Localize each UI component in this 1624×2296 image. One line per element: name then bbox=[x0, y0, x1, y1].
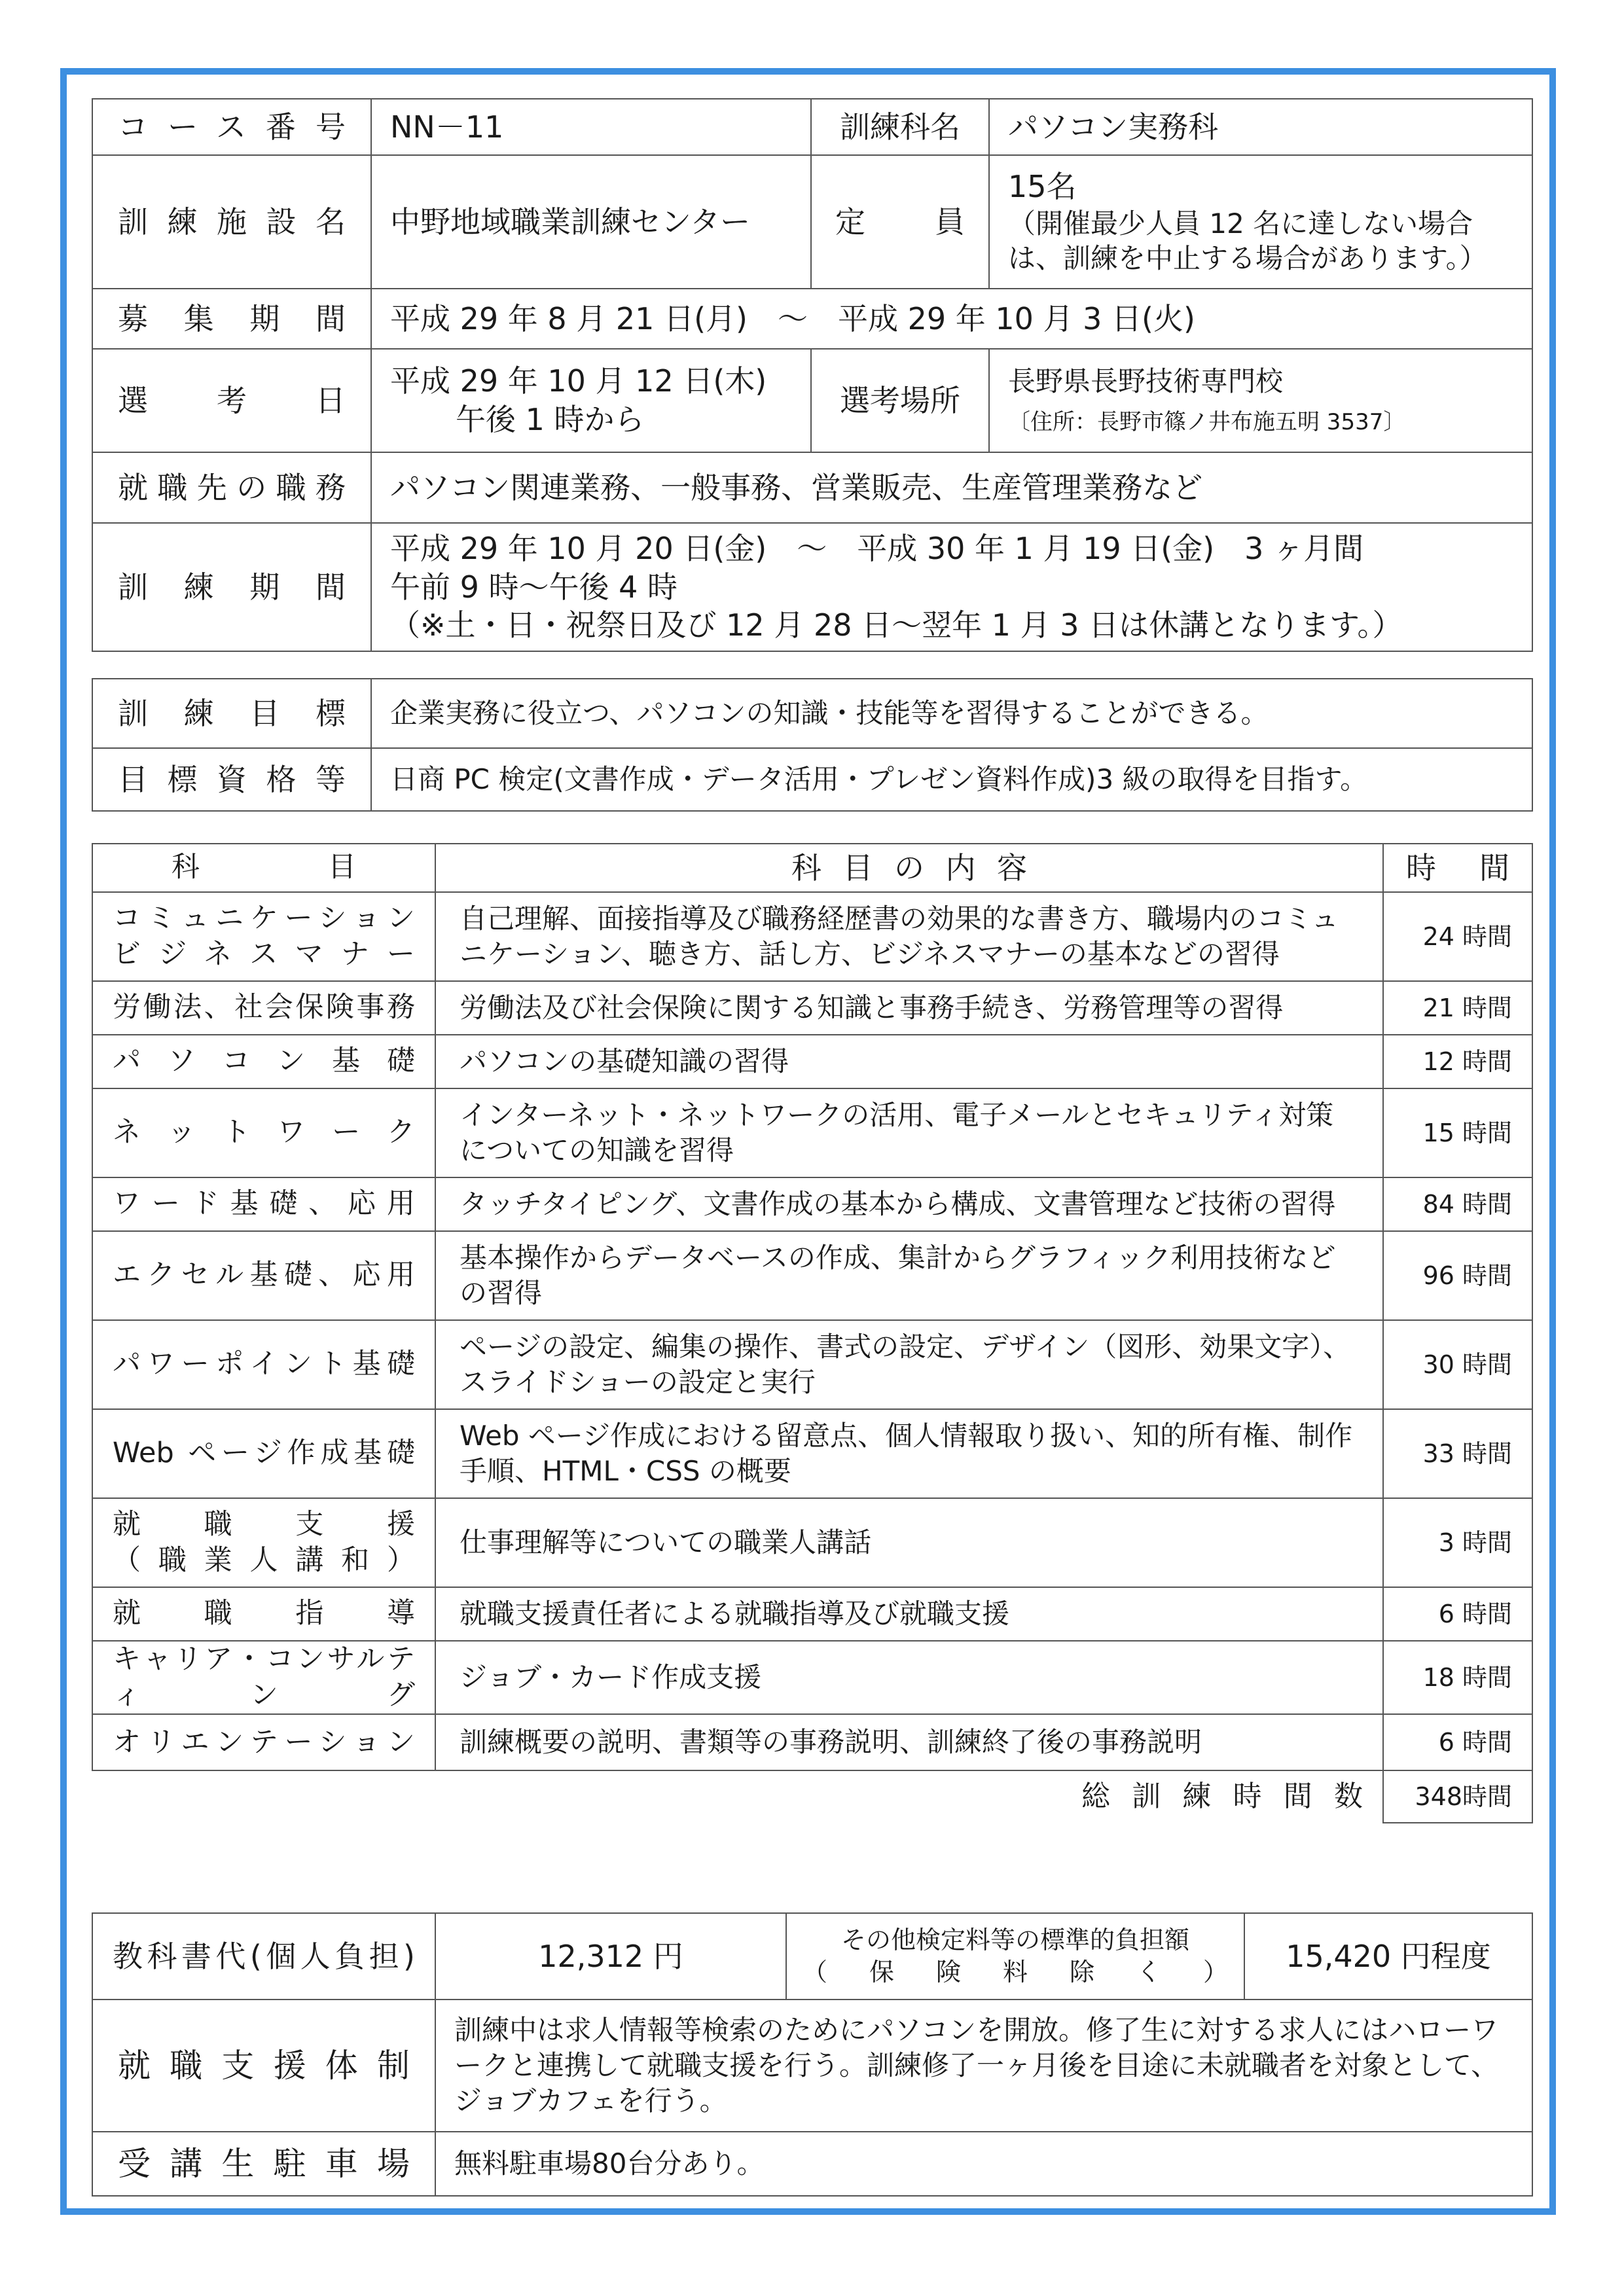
curriculum-content: インターネット・ネットワークの活用、電子メールとセキュリティ対策についての知識を習得 bbox=[435, 1088, 1383, 1177]
curriculum-row bbox=[92, 1641, 1532, 1714]
curriculum-hours: 84 時間 bbox=[1383, 1177, 1532, 1231]
curriculum-content: ページの設定、編集の操作、書式の設定、デザイン（図形、効果文字）、スライドショーの設定と実行 bbox=[435, 1320, 1383, 1409]
goal: 企業実務に役立つ、パソコンの知識・技能等を習得することができる。 bbox=[371, 679, 1532, 748]
curriculum-subject: キャリア・コンサルティング bbox=[92, 1641, 435, 1714]
curriculum-hours: 30 時間 bbox=[1383, 1320, 1532, 1409]
total-hours: 348時間 bbox=[1383, 1770, 1532, 1823]
exam-date: 平成 29 年 10 月 12 日(木) bbox=[390, 363, 767, 399]
curriculum-subject: パソコン基礎 bbox=[92, 1035, 435, 1088]
total-label: 総訓練時間数 bbox=[435, 1770, 1383, 1823]
curriculum-row bbox=[92, 1231, 1532, 1320]
curriculum-header bbox=[92, 844, 1532, 892]
facility-name: 中野地域職業訓練センター bbox=[371, 155, 811, 289]
curriculum-content: 仕事理解等についての職業人講話 bbox=[435, 1498, 1383, 1587]
costs-table bbox=[92, 1912, 1533, 2197]
header-hours: 時間 bbox=[1383, 844, 1532, 892]
capacity-label: 定 員 bbox=[811, 155, 989, 289]
curriculum-content: 就職支援責任者による就職指導及び就職支援 bbox=[435, 1587, 1383, 1641]
exam-place-label: 選考場所 bbox=[811, 349, 989, 452]
recruit-label: 募集期間 bbox=[92, 289, 371, 349]
curriculum-hours: 33 時間 bbox=[1383, 1409, 1532, 1498]
capacity: 15名 bbox=[1008, 168, 1077, 204]
curriculum-content: 基本操作からデータベースの作成、集計からグラフィック利用技術などの習得 bbox=[435, 1231, 1383, 1320]
exam-place: 長野県長野技術専門校 bbox=[1008, 365, 1284, 398]
curriculum-subject: 就職指導 bbox=[92, 1587, 435, 1641]
curriculum-subject: オリエンテーション bbox=[92, 1714, 435, 1770]
subject-name: パソコン実務科 bbox=[989, 99, 1532, 155]
period-dates: 平成 29 年 10 月 20 日(金) ～ 平成 30 年 1 月 19 日(金) 3 ヶ月間 bbox=[390, 530, 1364, 566]
curriculum-content: タッチタイピング、文書作成の基本から構成、文書管理など技術の習得 bbox=[435, 1177, 1383, 1231]
exam-date-cell bbox=[371, 349, 811, 452]
exam-address: 〔住所：長野市篠ノ井布施五明 3537〕 bbox=[1008, 409, 1406, 436]
goals-table bbox=[92, 678, 1533, 812]
curriculum-subject: パワーポイント基礎 bbox=[92, 1320, 435, 1409]
total-row bbox=[92, 1770, 1532, 1823]
curriculum-row bbox=[92, 1320, 1532, 1409]
curriculum-hours: 18 時間 bbox=[1383, 1641, 1532, 1714]
exam-time: 午後 1 時から bbox=[456, 402, 645, 437]
jobs-label: 就職先の職務 bbox=[92, 452, 371, 523]
curriculum-row bbox=[92, 1177, 1532, 1231]
curriculum-subject: コミュニケーション ビジネスマナー bbox=[92, 892, 435, 981]
curriculum-hours: 24 時間 bbox=[1383, 892, 1532, 981]
header-subject: 科 目 bbox=[92, 844, 435, 892]
parking-label: 受講生駐車場 bbox=[92, 2132, 435, 2196]
period-cell bbox=[371, 523, 1532, 651]
curriculum-table bbox=[92, 843, 1533, 1823]
curriculum-subject: ネットワーク bbox=[92, 1088, 435, 1177]
curriculum-hours: 12 時間 bbox=[1383, 1035, 1532, 1088]
other-cost-label: その他検定料等の標準的負担額 （保険料除く） bbox=[786, 1913, 1244, 2000]
total-spacer bbox=[92, 1770, 435, 1823]
curriculum-content: 労働法及び社会保険に関する知識と事務手続き、労務管理等の習得 bbox=[435, 981, 1383, 1035]
header-content: 科目の内容 bbox=[435, 844, 1383, 892]
textbook-label: 教科書代(個人負担) bbox=[92, 1913, 435, 2000]
curriculum-row bbox=[92, 981, 1532, 1035]
curriculum-subject: エクセル基礎、応用 bbox=[92, 1231, 435, 1320]
curriculum-content: 訓練概要の説明、書類等の事務説明、訓練終了後の事務説明 bbox=[435, 1714, 1383, 1770]
subject-label: 訓練科名 bbox=[811, 99, 989, 155]
curriculum-row bbox=[92, 1409, 1532, 1498]
curriculum-row bbox=[92, 892, 1532, 981]
course-no: NN－11 bbox=[371, 99, 811, 155]
jobs: パソコン関連業務、一般事務、営業販売、生産管理業務など bbox=[371, 452, 1532, 523]
curriculum-subject: ワード基礎、応用 bbox=[92, 1177, 435, 1231]
parking: 無料駐車場80台分あり。 bbox=[435, 2132, 1532, 2196]
course-no-label: コース番号 bbox=[92, 99, 371, 155]
curriculum-subject: Web ページ作成基礎 bbox=[92, 1409, 435, 1498]
curriculum-subject: 就職支援 （職業人講和） bbox=[92, 1498, 435, 1587]
curriculum-body bbox=[92, 892, 1532, 1823]
curriculum-hours: 3 時間 bbox=[1383, 1498, 1532, 1587]
period-label: 訓練期間 bbox=[92, 523, 371, 651]
goal-label: 訓練目標 bbox=[92, 679, 371, 748]
curriculum-content: パソコンの基礎知識の習得 bbox=[435, 1035, 1383, 1088]
curriculum-hours: 15 時間 bbox=[1383, 1088, 1532, 1177]
curriculum-hours: 96 時間 bbox=[1383, 1231, 1532, 1320]
recruit-period: 平成 29 年 8 月 21 日(月) ～ 平成 29 年 10 月 3 日(火) bbox=[371, 289, 1532, 349]
facility-label: 訓練施設名 bbox=[92, 155, 371, 289]
capacity-note: （開催最少人員 12 名に達しない場合は、訓練を中止する場合があります。） bbox=[1008, 207, 1487, 275]
curriculum-hours: 6 時間 bbox=[1383, 1587, 1532, 1641]
period-note: （※土・日・祝祭日及び 12 月 28 日～翌年 1 月 3 日は休講となります。） bbox=[390, 607, 1403, 643]
curriculum-content: ジョブ・カード作成支援 bbox=[435, 1641, 1383, 1714]
curriculum-content: 自己理解、面接指導及び職務経歴書の効果的な書き方、職場内のコミュニケーション、聴き方、話し方、ビジネスマナーの基本などの習得 bbox=[435, 892, 1383, 981]
curriculum-content: Web ページ作成における留意点、個人情報取り扱い、知的所有権、制作手順、HTML・CSS の概要 bbox=[435, 1409, 1383, 1498]
curriculum-subject: 労働法、社会保険事務 bbox=[92, 981, 435, 1035]
qualification: 日商 PC 検定(文書作成・データ活用・プレゼン資料作成)3 級の取得を目指す。 bbox=[371, 748, 1532, 811]
curriculum-row bbox=[92, 1587, 1532, 1641]
exam-date-label: 選 考 日 bbox=[92, 349, 371, 452]
course-info-table bbox=[92, 98, 1533, 652]
qualification-label: 目標資格等 bbox=[92, 748, 371, 811]
exam-place-cell bbox=[989, 349, 1532, 452]
curriculum-row bbox=[92, 1714, 1532, 1770]
curriculum-hours: 6 時間 bbox=[1383, 1714, 1532, 1770]
support-detail: 訓練中は求人情報等検索のためにパソコンを開放。修了生に対する求人にはハローワークと連携して就職支援を行う。訓練修了一ヶ月後を目途に未就職者を対象として、ジョブカフェを行う。 bbox=[435, 2000, 1532, 2132]
curriculum-hours: 21 時間 bbox=[1383, 981, 1532, 1035]
curriculum-row bbox=[92, 1088, 1532, 1177]
period-hours: 午前 9 時～午後 4 時 bbox=[390, 569, 678, 605]
other-cost: 15,420 円程度 bbox=[1244, 1913, 1532, 2000]
textbook-cost: 12,312 円 bbox=[435, 1913, 786, 2000]
curriculum-row bbox=[92, 1035, 1532, 1088]
capacity-cell bbox=[989, 155, 1532, 289]
curriculum-row bbox=[92, 1498, 1532, 1587]
support-label: 就職支援体制 bbox=[92, 2000, 435, 2132]
